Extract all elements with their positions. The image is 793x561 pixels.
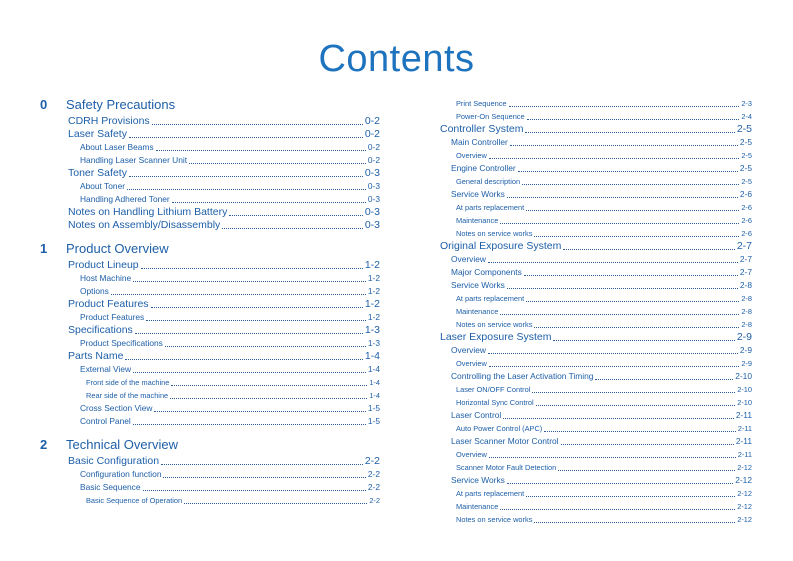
toc-entry-title: Product Specifications: [80, 338, 163, 348]
toc-entry-title: Laser Exposure System: [440, 331, 552, 343]
dot-leader: [510, 145, 738, 146]
toc-entry[interactable]: [440, 188, 752, 201]
toc-entry-title: Handling Laser Scanner Unit: [80, 155, 188, 165]
toc-right-column: [440, 97, 752, 526]
toc-entry[interactable]: [40, 285, 380, 298]
toc-entry-title: Product Features: [68, 298, 149, 310]
toc-entry[interactable]: [440, 448, 752, 461]
dot-leader: [189, 163, 366, 164]
dot-leader: [141, 268, 363, 269]
toc-entry[interactable]: [440, 292, 752, 305]
toc-entry[interactable]: [440, 318, 752, 331]
toc-entry[interactable]: [440, 344, 752, 357]
dot-leader: [151, 307, 363, 308]
toc-entry[interactable]: [40, 468, 380, 481]
dot-leader: [170, 398, 367, 399]
toc-entry-page: 2-10: [737, 385, 752, 394]
chapter-title: Technical Overview: [66, 437, 178, 452]
toc-entry-page: 2-12: [737, 489, 752, 498]
toc-entry-page: 1-3: [367, 338, 380, 348]
dot-leader: [129, 176, 363, 177]
toc-entry[interactable]: [440, 383, 752, 396]
dot-leader: [500, 223, 739, 224]
toc-entry-title: Major Components: [451, 267, 522, 277]
toc-entry-page: 2-11: [735, 410, 752, 420]
dot-leader: [156, 150, 366, 151]
toc-entry-title: Overview: [451, 254, 486, 264]
toc-entry-title: Overview: [451, 345, 486, 355]
chapter-heading[interactable]: [40, 241, 380, 259]
toc-entry-page: 2-8: [741, 320, 752, 329]
toc-entry-page: 1-4: [367, 364, 380, 374]
toc-entry-page: 2-12: [737, 463, 752, 472]
toc-entry-title: Basic Sequence: [80, 482, 141, 492]
toc-entry[interactable]: [440, 396, 752, 409]
toc-entry-title: Original Exposure System: [440, 240, 562, 252]
dot-leader: [526, 496, 735, 497]
toc-entry-title: Laser Scanner Motor Control: [451, 436, 559, 446]
toc-entry-title: Notes on service works: [456, 229, 533, 238]
toc-entry-page: 1-2: [364, 259, 380, 271]
toc-entry-title: Cross Section View: [80, 403, 153, 413]
toc-entry-page: 2-3: [741, 99, 752, 108]
toc-entry-page: 2-5: [739, 163, 752, 173]
toc-entry-title: Maintenance: [456, 216, 499, 225]
toc-entry[interactable]: [40, 494, 380, 507]
dot-leader: [534, 327, 739, 328]
toc-entry-page: 2-9: [736, 331, 752, 343]
dot-leader: [500, 509, 735, 510]
dot-leader: [111, 294, 366, 295]
toc-entry[interactable]: [40, 141, 380, 154]
toc-entry[interactable]: [440, 227, 752, 240]
toc-entry-page: 2-11: [737, 424, 752, 433]
dot-leader: [488, 353, 738, 354]
toc-entry[interactable]: [440, 136, 752, 149]
toc-entry[interactable]: [40, 167, 380, 180]
toc-entry-title: Laser Control: [451, 410, 502, 420]
dot-leader: [507, 288, 738, 289]
toc-entry-title: Toner Safety: [68, 167, 127, 179]
toc-entry[interactable]: [40, 298, 380, 311]
toc-entry[interactable]: [40, 389, 380, 402]
dot-leader: [165, 346, 366, 347]
toc-entry-title: CDRH Provisions: [68, 115, 150, 127]
toc-entry-page: 2-5: [741, 151, 752, 160]
toc-entry[interactable]: [40, 337, 380, 350]
dot-leader: [500, 314, 739, 315]
chapter-number: 0: [40, 97, 48, 112]
toc-entry-page: 2-7: [736, 240, 752, 252]
toc-entry-title: At parts replacement: [456, 294, 525, 303]
toc-entry-page: 0-2: [364, 128, 380, 140]
toc-entry-page: 2-11: [735, 436, 752, 446]
chapter-title: Safety Precautions: [66, 97, 176, 112]
dot-leader: [525, 132, 734, 133]
toc-entry[interactable]: [440, 279, 752, 292]
toc-entry[interactable]: [440, 305, 752, 318]
toc-entry[interactable]: [440, 500, 752, 513]
chapter-number: 1: [40, 241, 48, 256]
toc-entry-page: 0-3: [364, 206, 380, 218]
toc-entry[interactable]: [440, 149, 752, 162]
toc-entry-title: Maintenance: [456, 307, 499, 316]
dot-leader: [489, 366, 740, 367]
toc-entry[interactable]: [440, 474, 752, 487]
dot-leader: [171, 385, 367, 386]
dot-leader: [532, 392, 735, 393]
toc-entry-page: 2-4: [741, 112, 752, 121]
dot-leader: [129, 137, 363, 138]
dot-leader: [522, 184, 739, 185]
toc-entry-title: Notes on service works: [456, 515, 533, 524]
chapter-title: Product Overview: [66, 241, 169, 256]
dot-leader: [172, 202, 366, 203]
dot-leader: [161, 464, 363, 465]
toc-entry-title: Power-On Sequence: [456, 112, 525, 121]
dot-leader: [146, 320, 366, 321]
dot-leader: [154, 411, 365, 412]
toc-entry-title: Auto Power Control (APC): [456, 424, 543, 433]
dot-leader: [595, 379, 733, 380]
toc-entry-page: 1-5: [367, 403, 380, 413]
toc-entry[interactable]: [440, 422, 752, 435]
chapter-number: 2: [40, 437, 48, 452]
toc-entry-page: 0-3: [364, 167, 380, 179]
toc-entry-page: 1-4: [364, 350, 380, 362]
toc-entry-title: About Toner: [80, 181, 126, 191]
dot-leader: [184, 503, 367, 504]
dot-leader: [503, 418, 734, 419]
dot-leader: [553, 340, 734, 341]
toc-entry[interactable]: [440, 487, 752, 500]
toc-entry-title: Engine Controller: [451, 163, 516, 173]
toc-entry-title: External View: [80, 364, 132, 374]
toc-entry[interactable]: [40, 115, 380, 128]
toc-entry[interactable]: [40, 350, 380, 363]
toc-entry-page: 2-5: [736, 123, 752, 135]
dot-leader: [518, 171, 738, 172]
toc-entry-page: 2-5: [741, 177, 752, 186]
toc-entry[interactable]: [40, 481, 380, 494]
toc-entry-page: 2-6: [741, 203, 752, 212]
toc-entry-page: 2-12: [735, 475, 752, 485]
toc-entry-page: 2-2: [367, 482, 380, 492]
dot-leader: [125, 359, 362, 360]
toc-entry-page: 2-5: [739, 137, 752, 147]
dot-leader: [143, 490, 366, 491]
toc-entry-page: 0-2: [364, 115, 380, 127]
toc-entry-page: 2-2: [369, 496, 380, 505]
toc-entry-title: Scanner Motor Fault Detection: [456, 463, 557, 472]
dot-leader: [163, 477, 365, 478]
toc-entry-title: Overview: [456, 450, 487, 459]
toc-entry-title: Host Machine: [80, 273, 132, 283]
toc-entry-page: 2-12: [737, 502, 752, 511]
toc-entry-page: 2-6: [741, 229, 752, 238]
toc-entry[interactable]: [440, 461, 752, 474]
toc-entry-title: General description: [456, 177, 521, 186]
toc-entry-title: Controlling the Laser Activation Timing: [451, 371, 594, 381]
dot-leader: [558, 470, 735, 471]
toc-entry[interactable]: [40, 415, 380, 428]
toc-entry[interactable]: [40, 206, 380, 219]
toc-entry-title: Overview: [456, 151, 487, 160]
toc-entry-title: Configuration function: [80, 469, 162, 479]
toc-entry-title: Basic Configuration: [68, 455, 160, 467]
toc-entry-page: 2-7: [739, 254, 752, 264]
toc-entry-title: Rear side of the machine: [86, 391, 169, 400]
toc-entry[interactable]: [40, 311, 380, 324]
dot-leader: [488, 262, 738, 263]
toc-entry[interactable]: [40, 259, 380, 272]
toc-entry-page: 2-6: [739, 189, 752, 199]
toc-entry[interactable]: [440, 435, 752, 448]
dot-leader: [489, 158, 740, 159]
toc-entry[interactable]: [440, 409, 752, 422]
toc-entry-page: 2-8: [741, 294, 752, 303]
toc-entry[interactable]: [40, 128, 380, 141]
toc-entry-title: Handling Adhered Toner: [80, 194, 170, 204]
toc-entry-page: 0-3: [367, 181, 380, 191]
toc-entry-page: 2-9: [739, 345, 752, 355]
dot-leader: [489, 457, 736, 458]
page-title: Contents: [318, 38, 475, 80]
dot-leader: [561, 444, 734, 445]
toc-entry-title: Print Sequence: [456, 99, 507, 108]
toc-entry-title: Parts Name: [68, 350, 124, 362]
toc-entry-title: Control Panel: [80, 416, 131, 426]
toc-entry-title: Laser ON/OFF Control: [456, 385, 531, 394]
dot-leader: [152, 124, 363, 125]
toc-entry-page: 2-8: [739, 280, 752, 290]
toc-entry[interactable]: [40, 363, 380, 376]
toc-entry-page: 1-2: [367, 273, 380, 283]
toc-entry[interactable]: [440, 123, 752, 136]
toc-entry-title: Overview: [456, 359, 487, 368]
dot-leader: [229, 215, 362, 216]
toc-entry-page: 2-10: [735, 371, 752, 381]
toc-entry-page: 1-2: [367, 286, 380, 296]
toc-entry[interactable]: [440, 253, 752, 266]
dot-leader: [534, 522, 735, 523]
toc-entry-title: Notes on Handling Lithium Battery: [68, 206, 228, 218]
toc-entry[interactable]: [440, 331, 752, 344]
toc-entry-page: 2-2: [364, 455, 380, 467]
dot-leader: [527, 119, 740, 120]
toc-entry[interactable]: [40, 219, 380, 232]
dot-leader: [222, 228, 363, 229]
toc-entry-title: About Laser Beams: [80, 142, 154, 152]
toc-entry[interactable]: [440, 370, 752, 383]
toc-entry[interactable]: [440, 110, 752, 123]
toc-entry-title: Basic Sequence of Operation: [86, 496, 183, 505]
toc-left-column: [40, 97, 380, 507]
toc-entry-page: 0-3: [364, 219, 380, 231]
toc-entry[interactable]: [440, 357, 752, 370]
toc-entry[interactable]: [440, 513, 752, 526]
toc-entry-page: 0-3: [367, 194, 380, 204]
toc-entry-title: At parts replacement: [456, 489, 525, 498]
toc-entry-page: 2-8: [741, 307, 752, 316]
toc-entry-title: Notes on service works: [456, 320, 533, 329]
toc-entry-page: 1-4: [369, 378, 380, 387]
dot-leader: [127, 189, 366, 190]
dot-leader: [526, 301, 739, 302]
toc-entry-title: Specifications: [68, 324, 133, 336]
toc-entry-page: 0-2: [367, 142, 380, 152]
dot-leader: [536, 405, 736, 406]
toc-entry[interactable]: [40, 180, 380, 193]
toc-entry-title: At parts replacement: [456, 203, 525, 212]
toc-entry-title: Product Features: [80, 312, 145, 322]
toc-entry[interactable]: [440, 97, 752, 110]
toc-entry[interactable]: [440, 240, 752, 253]
toc-entry-page: 1-2: [364, 298, 380, 310]
toc-entry[interactable]: [440, 266, 752, 279]
dot-leader: [507, 197, 738, 198]
dot-leader: [133, 424, 366, 425]
toc-entry[interactable]: [40, 154, 380, 167]
dot-leader: [524, 275, 738, 276]
toc-entry-page: 2-10: [737, 398, 752, 407]
toc-entry-page: 2-9: [741, 359, 752, 368]
toc-entry-title: Maintenance: [456, 502, 499, 511]
toc-entry-title: Front side of the machine: [86, 378, 170, 387]
toc-entry[interactable]: [40, 193, 380, 206]
toc-entry[interactable]: [440, 162, 752, 175]
toc-entry-page: 2-2: [367, 469, 380, 479]
toc-entry-page: 2-12: [737, 515, 752, 524]
dot-leader: [544, 431, 735, 432]
toc-entry-page: 1-3: [364, 324, 380, 336]
chapter-heading[interactable]: [40, 97, 380, 115]
toc-entry-title: Service Works: [451, 475, 505, 485]
dot-leader: [534, 236, 739, 237]
dot-leader: [507, 483, 733, 484]
toc-entry-title: Main Controller: [451, 137, 508, 147]
toc-entry[interactable]: [440, 201, 752, 214]
toc-entry-page: 2-6: [741, 216, 752, 225]
dot-leader: [135, 333, 363, 334]
dot-leader: [563, 249, 734, 250]
toc-entry-page: 0-2: [367, 155, 380, 165]
toc-entry-title: Service Works: [451, 189, 505, 199]
dot-leader: [133, 281, 366, 282]
toc-entry-page: 1-4: [369, 391, 380, 400]
toc-entry[interactable]: [40, 402, 380, 415]
toc-entry[interactable]: [40, 324, 380, 337]
toc-entry-page: 1-5: [367, 416, 380, 426]
chapter-heading[interactable]: [40, 437, 380, 455]
toc-entry-title: Controller System: [440, 123, 524, 135]
toc-entry-title: Service Works: [451, 280, 505, 290]
toc-entry[interactable]: [440, 175, 752, 188]
toc-entry-title: Notes on Assembly/Disassembly: [68, 219, 221, 231]
toc-entry-title: Laser Safety: [68, 128, 127, 140]
dot-leader: [133, 372, 366, 373]
toc-entry-page: 1-2: [367, 312, 380, 322]
toc-entry[interactable]: [440, 214, 752, 227]
toc-entry-title: Horizontal Sync Control: [456, 398, 534, 407]
toc-entry-page: 2-11: [737, 450, 752, 459]
dot-leader: [526, 210, 739, 211]
toc-entry[interactable]: [40, 455, 380, 468]
toc-entry[interactable]: [40, 272, 380, 285]
toc-entry-title: Options: [80, 286, 109, 296]
toc-entry[interactable]: [40, 376, 380, 389]
toc-entry-title: Product Lineup: [68, 259, 139, 271]
dot-leader: [509, 106, 740, 107]
toc-entry-page: 2-7: [739, 267, 752, 277]
